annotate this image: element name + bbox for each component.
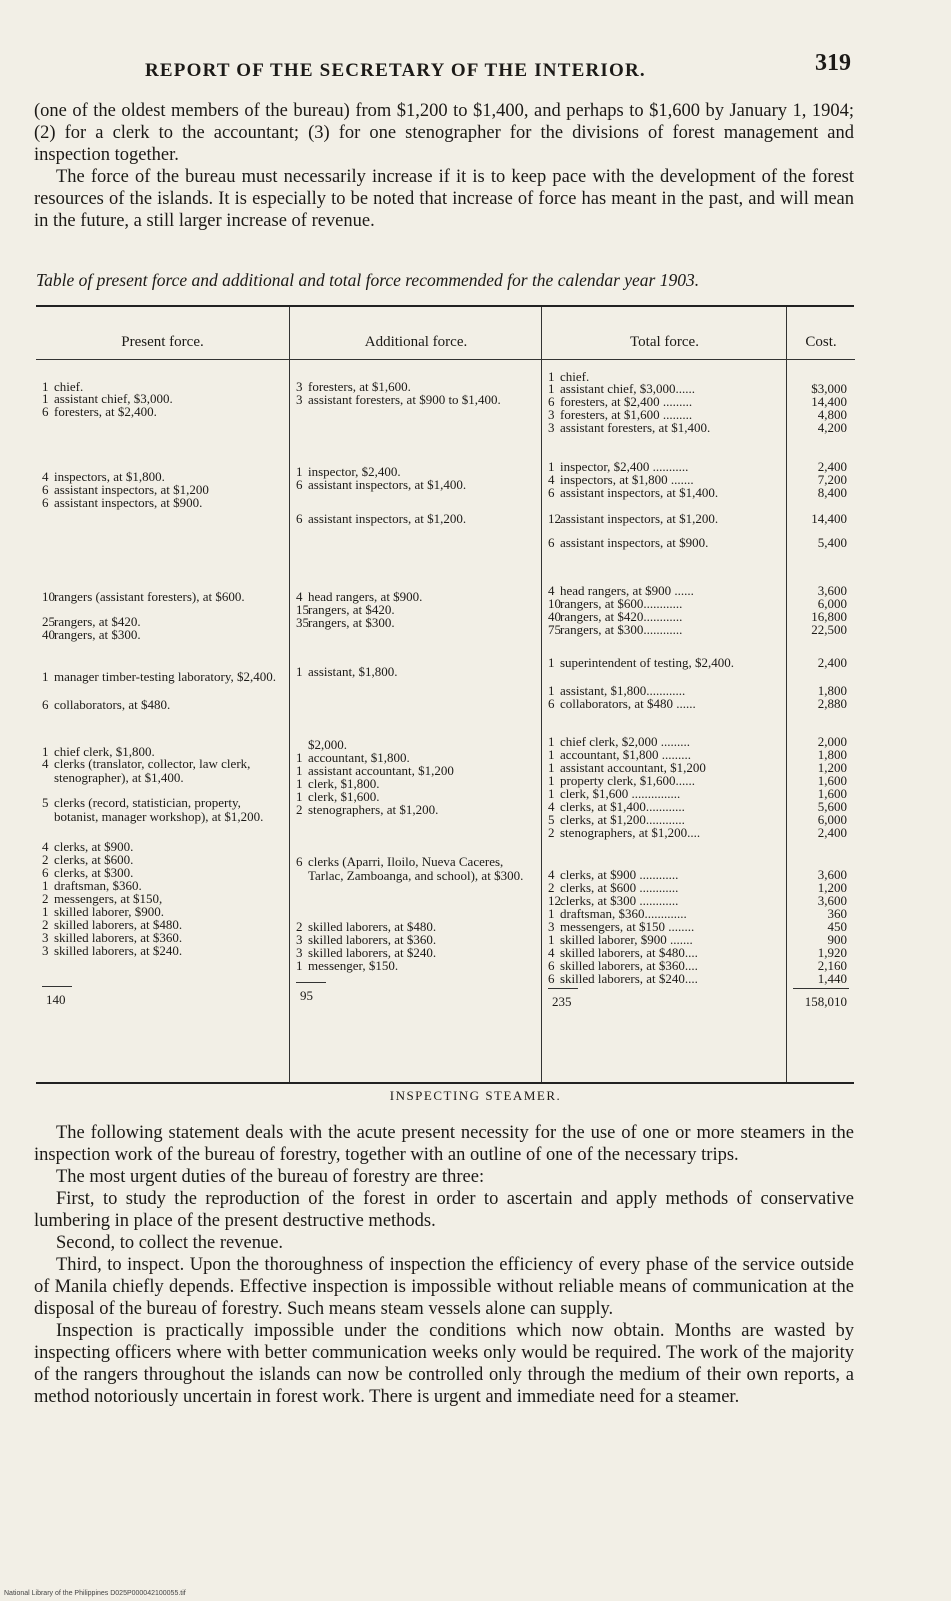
- present-force-column: [36, 307, 289, 1082]
- entry-description: skilled laborers, at $360.: [308, 932, 437, 947]
- entry-description: messengers, at $150 ........: [560, 919, 695, 934]
- entry-count: 4: [42, 469, 49, 484]
- entry-count: 6: [42, 865, 49, 880]
- cost-column: [786, 307, 855, 1082]
- entry-count: 10: [548, 596, 561, 611]
- entry-description: chief.: [560, 369, 590, 384]
- cost-value: 3,600: [817, 893, 847, 908]
- entry-count: 1: [548, 747, 555, 762]
- entry-description: clerks (translator, collector, law clerk, stenographer), at $1,400.: [54, 756, 251, 785]
- entry-count: 3: [548, 919, 555, 934]
- entry-description: rangers, at $300.: [54, 627, 141, 642]
- entry-description: skilled laborers, at $240....: [560, 971, 698, 986]
- table-entry: [296, 803, 538, 817]
- entry-description: clerks, at $300 ............: [560, 893, 679, 908]
- table-entry: [42, 944, 285, 958]
- entry-description: assistant inspectors, at $900.: [560, 535, 709, 550]
- cost-value: 2,880: [817, 696, 847, 711]
- entry-count: 6: [42, 482, 49, 497]
- table-entry: [548, 486, 783, 500]
- entry-description: head rangers, at $900 ......: [560, 583, 694, 598]
- entry-description: inspector, $2,400 ...........: [560, 459, 689, 474]
- entry-count: 25: [42, 614, 55, 629]
- entry-count: 2: [296, 802, 303, 817]
- entry-description: foresters, at $1,600.: [308, 379, 411, 394]
- entry-description: foresters, at $2,400.: [54, 404, 157, 419]
- entry-description: assistant chief, $3,000......: [560, 381, 696, 396]
- cost-value: 6,000: [817, 812, 847, 827]
- table-entry: [548, 536, 783, 550]
- total-force-column: [541, 307, 787, 1082]
- entry-count: 75: [548, 622, 561, 637]
- entry-count: 3: [296, 392, 303, 407]
- entry-count: 6: [548, 958, 555, 973]
- column-header: Present force.: [36, 307, 289, 360]
- entry-description: clerks, at $900.: [54, 839, 134, 854]
- table-entry: [548, 512, 783, 526]
- table-entry: [296, 616, 538, 630]
- cost-value: 4,200: [817, 420, 847, 435]
- entry-count: 6: [548, 971, 555, 986]
- cost-value: 14,400: [811, 511, 847, 526]
- cost-value: 1,600: [817, 773, 847, 788]
- entry-count: 1: [296, 750, 303, 765]
- entry-description: head rangers, at $900.: [308, 589, 423, 604]
- cost-value: 900: [827, 932, 847, 947]
- column-header: Additional force.: [290, 307, 542, 360]
- cost-value: 2,000: [817, 734, 847, 749]
- entry-description: assistant inspectors, at $900.: [54, 495, 203, 510]
- entry-description: superintendent of testing, $2,400.: [560, 655, 735, 670]
- entry-description: clerks, at $900 ............: [560, 867, 679, 882]
- cost-value: 2,400: [817, 655, 847, 670]
- entry-description: skilled laborers, at $480.: [308, 919, 437, 934]
- entry-count: 6: [548, 535, 555, 550]
- entry-description: assistant foresters, at $1,400.: [560, 420, 711, 435]
- table-entry: [548, 656, 783, 670]
- entry-count: 2: [42, 852, 49, 867]
- cost-value: 1,800: [817, 747, 847, 762]
- entry-count: 2: [42, 891, 49, 906]
- entry-description: inspectors, at $1,800.: [54, 469, 165, 484]
- entry-count: 2: [42, 917, 49, 932]
- entry-count: 12: [548, 893, 561, 908]
- table-entry: [548, 697, 783, 711]
- entry-count: 2: [548, 825, 555, 840]
- entry-count: 12: [548, 511, 561, 526]
- entry-count: 3: [296, 379, 303, 394]
- entry-count: 1: [548, 760, 555, 775]
- cost-value: 5,600: [817, 799, 847, 814]
- entry-description: draftsman, $360.: [54, 878, 142, 893]
- table-entry: [42, 757, 285, 784]
- entry-description: collaborators, at $480.: [54, 697, 171, 712]
- entry-count: 2: [548, 880, 555, 895]
- entry-description: skilled laborers, at $360....: [560, 958, 698, 973]
- cost-value: 450: [827, 919, 847, 934]
- entry-count: 2: [296, 919, 303, 934]
- entry-description: assistant accountant, $1,200: [560, 760, 706, 775]
- entry-description: accountant, $1,800 .........: [560, 747, 692, 762]
- entry-count: 4: [548, 583, 555, 598]
- cost-value: 4,800: [817, 407, 847, 422]
- entry-description: foresters, at $1,600 .........: [560, 407, 693, 422]
- column-total: 95: [300, 988, 313, 1003]
- table-entry: [296, 393, 538, 407]
- entry-count: 4: [296, 589, 303, 604]
- cost-value: $3,000: [811, 381, 847, 396]
- cost-value: 22,500: [811, 622, 847, 637]
- entry-description: clerk, $1,600.: [308, 789, 380, 804]
- cost-value: 1,200: [817, 880, 847, 895]
- entry-count: 3: [548, 407, 555, 422]
- entry-count: 4: [548, 867, 555, 882]
- column-header: Cost.: [787, 307, 855, 360]
- entry-count: 1: [296, 763, 303, 778]
- column-total: 235: [552, 994, 572, 1009]
- entry-description: assistant inspectors, at $1,200.: [308, 511, 467, 526]
- entry-description: messengers, at $150,: [54, 891, 163, 906]
- entry-count: 15: [296, 602, 309, 617]
- cost-value: 1,200: [817, 760, 847, 775]
- table-entry: [42, 670, 285, 684]
- entry-description: property clerk, $1,600......: [560, 773, 696, 788]
- entry-count: 1: [42, 379, 49, 394]
- entry-description: rangers, at $420............: [560, 609, 683, 624]
- entry-description: clerks, at $600.: [54, 852, 134, 867]
- entry-count: 1: [296, 776, 303, 791]
- entry-description: foresters, at $2,400 .........: [560, 394, 693, 409]
- entry-count: 1: [296, 958, 303, 973]
- entry-description: skilled laborer, $900.: [54, 904, 164, 919]
- entry-count: 6: [548, 394, 555, 409]
- entry-count: 3: [42, 930, 49, 945]
- entry-description: $2,000.: [308, 737, 347, 752]
- entry-description: inspector, $2,400.: [308, 464, 401, 479]
- entry-count: 1: [42, 391, 49, 406]
- entry-description: skilled laborers, at $240.: [54, 943, 183, 958]
- cost-value: 360: [827, 906, 847, 921]
- additional-force-column: [289, 307, 542, 1082]
- intro-paragraphs: [34, 100, 854, 232]
- entry-count: 1: [548, 381, 555, 396]
- table-entry: [42, 496, 285, 510]
- entry-count: 4: [42, 756, 49, 771]
- entry-description: chief clerk, $1,800.: [54, 744, 155, 759]
- cost-value: 6,000: [817, 596, 847, 611]
- cost-value: 2,400: [817, 825, 847, 840]
- table-entry: [548, 826, 783, 840]
- entry-count: 3: [548, 420, 555, 435]
- entry-description: clerks (record, statistician, property, botanist, manager workshop), at $1,200.: [54, 795, 264, 824]
- entry-count: 6: [296, 854, 303, 869]
- table-entry: [296, 855, 538, 882]
- entry-description: messenger, $150.: [308, 958, 399, 973]
- entry-description: rangers, at $300.: [308, 615, 395, 630]
- total-rule: [793, 988, 849, 989]
- total-rule: [296, 982, 326, 983]
- entry-count: 3: [296, 932, 303, 947]
- entry-count: 4: [548, 799, 555, 814]
- entry-description: stenographers, at $1,200....: [560, 825, 701, 840]
- section-paragraphs: [34, 1122, 854, 1408]
- entry-count: 1: [548, 369, 555, 384]
- entry-description: clerk, $1,800.: [308, 776, 380, 791]
- entry-description: rangers, at $420.: [308, 602, 395, 617]
- entry-count: 3: [296, 945, 303, 960]
- cost-value: 3,600: [817, 867, 847, 882]
- force-table: [36, 305, 854, 1084]
- entry-count: 10: [42, 589, 55, 604]
- cost-value: 3,600: [817, 583, 847, 598]
- table-entry: [548, 623, 783, 637]
- entry-description: clerk, $1,600 ...............: [560, 786, 681, 801]
- entry-count: 40: [548, 609, 561, 624]
- entry-count: 4: [548, 945, 555, 960]
- entry-description: clerks, at $600 ............: [560, 880, 679, 895]
- entry-description: assistant accountant, $1,200: [308, 763, 454, 778]
- entry-description: inspectors, at $1,800 .......: [560, 472, 694, 487]
- entry-count: 1: [42, 744, 49, 759]
- entry-description: assistant, $1,800............: [560, 683, 686, 698]
- column-total: 140: [46, 992, 66, 1007]
- section-paragraph: The following statement deals with the acute present necessity for the use of one or more steamers in the inspection work of the bureau of forestry, together with an outline of one of the necessary trips.: [34, 1123, 854, 1165]
- section-paragraph: Third, to inspect. Upon the thoroughness of inspection the efficiency of every phase of the service outside of Manila chiefly depends. Effective inspection is impossible without reliable means of communication at the disposal of the bureau of forestry. Such means steam vessels alone can supply.: [34, 1255, 854, 1319]
- entry-description: clerks, at $300.: [54, 865, 134, 880]
- entry-count: 4: [42, 839, 49, 854]
- entry-description: rangers, at $600............: [560, 596, 683, 611]
- entry-description: assistant inspectors, at $1,200: [54, 482, 209, 497]
- cost-value: 2,400: [817, 459, 847, 474]
- cost-value: 16,800: [811, 609, 847, 624]
- entry-description: manager timber-testing laboratory, $2,400.: [54, 669, 276, 684]
- entry-count: 35: [296, 615, 309, 630]
- entry-description: clerks, at $1,400............: [560, 799, 685, 814]
- entry-count: 1: [42, 904, 49, 919]
- entry-count: 5: [42, 795, 49, 810]
- cost-value: 1,800: [817, 683, 847, 698]
- entry-description: collaborators, at $480 ......: [560, 696, 696, 711]
- section-paragraph: Inspection is practically impossible under the conditions which now obtain. Months are wasted by inspecting officers where with better communication weeks only would be required. The work of the majority of the rangers throughout the islands can now be controlled only through the medium of their own reports, a method notoriously uncertain in forest work. There is urgent and immediate need for a steamer.: [34, 1321, 854, 1407]
- entry-count: 5: [548, 812, 555, 827]
- entry-description: clerks (Aparri, Iloilo, Nueva Caceres, Tarlac, Zamboanga, and school), at $300.: [308, 854, 524, 883]
- entry-description: assistant inspectors, at $1,200.: [560, 511, 719, 526]
- entry-count: 6: [42, 404, 49, 419]
- table-entry: [42, 698, 285, 712]
- entry-description: rangers, at $420.: [54, 614, 141, 629]
- entry-description: assistant inspectors, at $1,400.: [560, 485, 719, 500]
- entry-count: 1: [42, 669, 49, 684]
- entry-count: 6: [296, 477, 303, 492]
- entry-description: chief.: [54, 379, 84, 394]
- entry-description: skilled laborers, at $480....: [560, 945, 698, 960]
- entry-description: accountant, $1,800.: [308, 750, 410, 765]
- entry-count: 1: [548, 683, 555, 698]
- section-heading: INSPECTING STEAMER.: [389, 1088, 562, 1103]
- entry-count: 40: [42, 627, 55, 642]
- cost-value: 2,160: [817, 958, 847, 973]
- cost-value: 8,400: [817, 485, 847, 500]
- entry-description: assistant inspectors, at $1,400.: [308, 477, 467, 492]
- entry-count: 1: [296, 664, 303, 679]
- cost-value: 5,400: [817, 535, 847, 550]
- entry-description: assistant chief, $3,000.: [54, 391, 173, 406]
- entry-count: 3: [42, 943, 49, 958]
- entry-count: 1: [548, 655, 555, 670]
- entry-count: 6: [296, 511, 303, 526]
- table-entry: [42, 628, 285, 642]
- entry-description: clerks, at $1,200............: [560, 812, 685, 827]
- entry-count: 6: [42, 495, 49, 510]
- entry-count: 1: [296, 789, 303, 804]
- cost-value: 14,400: [811, 394, 847, 409]
- entry-count: 1: [548, 459, 555, 474]
- entry-description: skilled laborer, $900 .......: [560, 932, 693, 947]
- column-total: 158,010: [804, 994, 847, 1009]
- table-entry: [42, 590, 285, 604]
- table-entry: [296, 512, 538, 526]
- running-title: REPORT OF THE SECRETARY OF THE INTERIOR.: [145, 60, 646, 81]
- table-entry: [42, 796, 285, 823]
- cost-value: 1,920: [817, 945, 847, 960]
- page-number: 319: [815, 50, 851, 76]
- total-rule: [42, 986, 72, 987]
- intro-paragraph: (one of the oldest members of the bureau) from $1,200 to $1,400, and perhaps to $1,600 by January 1, 1904; (2) for a clerk to the accountant; (3) for one stenographer for the divisions of forest management and inspection together.: [34, 101, 854, 165]
- cost-value: 7,200: [817, 472, 847, 487]
- table-entry: [548, 421, 783, 435]
- table-entry: [42, 405, 285, 419]
- entry-count: 1: [548, 734, 555, 749]
- entry-count: 1: [548, 786, 555, 801]
- column-header: Total force.: [542, 307, 787, 360]
- entry-description: chief clerk, $2,000 .........: [560, 734, 690, 749]
- table-entry: [548, 972, 783, 986]
- table-entry: [296, 959, 538, 973]
- section-paragraph: Second, to collect the revenue.: [56, 1233, 284, 1253]
- entry-count: 1: [548, 906, 555, 921]
- entry-description: assistant, $1,800.: [308, 664, 398, 679]
- entry-count: 4: [548, 472, 555, 487]
- table-entry: [296, 665, 538, 679]
- scan-footer: National Library of the Philippines D025P000042100055.tif: [4, 1590, 186, 1597]
- entry-description: stenographers, at $1,200.: [308, 802, 439, 817]
- entry-description: draftsman, $360.............: [560, 906, 687, 921]
- entry-count: 1: [296, 464, 303, 479]
- table-caption: Table of present force and additional and total force recommended for the calendar year 1903.: [36, 270, 700, 290]
- page-header: [0, 50, 951, 90]
- cost-value: 1,600: [817, 786, 847, 801]
- entry-count: 1: [548, 773, 555, 788]
- entry-description: skilled laborers, at $480.: [54, 917, 183, 932]
- entry-description: rangers (assistant foresters), at $600.: [54, 589, 245, 604]
- entry-description: skilled laborers, at $240.: [308, 945, 437, 960]
- entry-count: 6: [42, 697, 49, 712]
- total-rule: [548, 988, 578, 989]
- entry-count: 6: [548, 485, 555, 500]
- cost-value: 1,440: [817, 971, 847, 986]
- section-paragraph: The most urgent duties of the bureau of forestry are three:: [56, 1167, 485, 1187]
- intro-paragraph: The force of the bureau must necessarily increase if it is to keep pace with the development of the forest resources of the islands. It is especially to be noted that increase of force has meant in the past, and will mean in the future, a still larger increase of revenue.: [34, 167, 854, 231]
- entry-count: 6: [548, 696, 555, 711]
- entry-description: rangers, at $300............: [560, 622, 683, 637]
- entry-count: 1: [548, 932, 555, 947]
- section-paragraph: First, to study the reproduction of the forest in order to ascertain and apply methods of conservative lumbering in place of the present destructive methods.: [34, 1189, 854, 1231]
- table-entry: [296, 478, 538, 492]
- entry-count: 1: [42, 878, 49, 893]
- entry-description: assistant foresters, at $900 to $1,400.: [308, 392, 501, 407]
- entry-description: skilled laborers, at $360.: [54, 930, 183, 945]
